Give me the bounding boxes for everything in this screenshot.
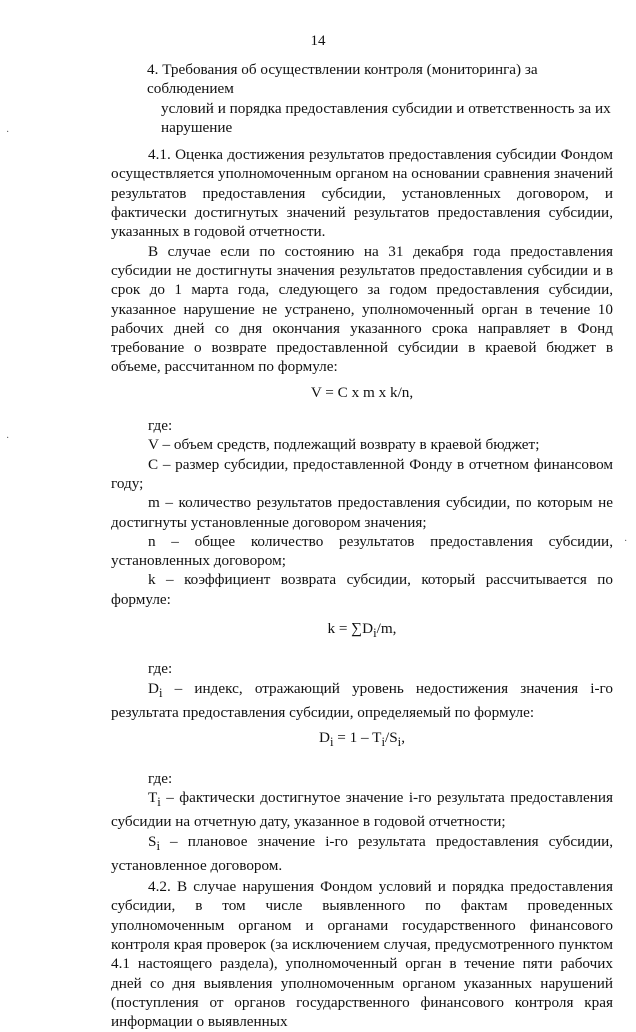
definition-c: C – размер субсидии, предоставленной Фонду в отчетном финансовом году; [111, 455, 613, 492]
paragraph-4-2: 4.2. В случае нарушения Фондом условий и порядка предоставления субсидии, в том числе выявленного по фактам проведенных уполномоченным органом и органами государственного финансового контроля края проверок (за исключением случая, предусмотренного пунктом 4.1 настоящего раздела), уполномоченный орган в течение пяти рабочих дней со дня выявления уполномоченным органом указанных нарушений (поступления от органов государственного финансового контроля края информации о выявленных [111, 878, 613, 1031]
definition-si: $S_i$ – плановое значение i-го результата предоставления субсидии, установленное договором. [111, 832, 613, 874]
where-label: где: [148, 660, 173, 678]
paragraph-4-1: 4.1. Оценка достижения результатов предоставления субсидии Фондом осуществляется уполномоченным органом на основании сравнения значений результатов предоставления субсидии, установленных договором, и фактически достигнутых значений результатов предоставления субсидии, указанных в годовой отчетности. [111, 146, 613, 241]
definition-di: $D_i$ – индекс, отражающий уровень недостижения значения i-го результата предоставления субсидии, определяемый по формуле: [111, 679, 613, 721]
margin-mark: · [6, 127, 10, 138]
definition-k: k – коэффициент возврата субсидии, который рассчитывается по формуле: [111, 571, 613, 608]
section-heading-line: 4. Требования об осуществлении контроля (мониторинга) за соблюдением [147, 61, 538, 98]
formula-v: V = C x m x k/n, [310, 383, 414, 401]
where-label: где: [148, 769, 173, 787]
definition-ti: $T_i$ – фактически достигнутое значение i-го результата предоставления субсидии на отчетную дату, указанное в годовой отчетности; [111, 788, 613, 831]
definition-v: V – объем средств, подлежащий возврату в краевой бюджет; [148, 436, 540, 454]
section-heading [111, 60, 613, 137]
section-heading-line: нарушение [161, 118, 233, 136]
paragraph-refund-case: В случае если по состоянию на 31 декабря года предоставления субсидии не достигнуты значения результатов предоставления субсидии и в срок до 1 марта года, следующего за годом предоставления субсидии, указанное нарушение не устранено, уполномоченный орган в течение 10 рабочих дней со дня окончания указанного срока направляет в Фонд требование о возврате предоставленной субсидии в краевой бюджет в объеме, рассчитанном по формуле: [111, 242, 613, 376]
section-heading-line: условий и порядка предоставления субсидии и ответственность за их [161, 99, 611, 117]
page-number: 14 [310, 33, 326, 49]
definition-n: n – общее количество результатов предоставления субсидии, установленных договором; [111, 532, 613, 570]
where-label: где: [148, 417, 173, 435]
formula-k: $k = \sum D_i/m$, [327, 620, 397, 641]
margin-mark: · [6, 433, 10, 444]
document-body [111, 60, 613, 1032]
definition-m: m – количество результатов предоставления субсидии, по которым не достигнуты установленные договором значения; [111, 494, 613, 531]
margin-mark: · [624, 536, 628, 547]
formula-di: $D_i = 1 - T_i/S_i$, [319, 729, 405, 750]
